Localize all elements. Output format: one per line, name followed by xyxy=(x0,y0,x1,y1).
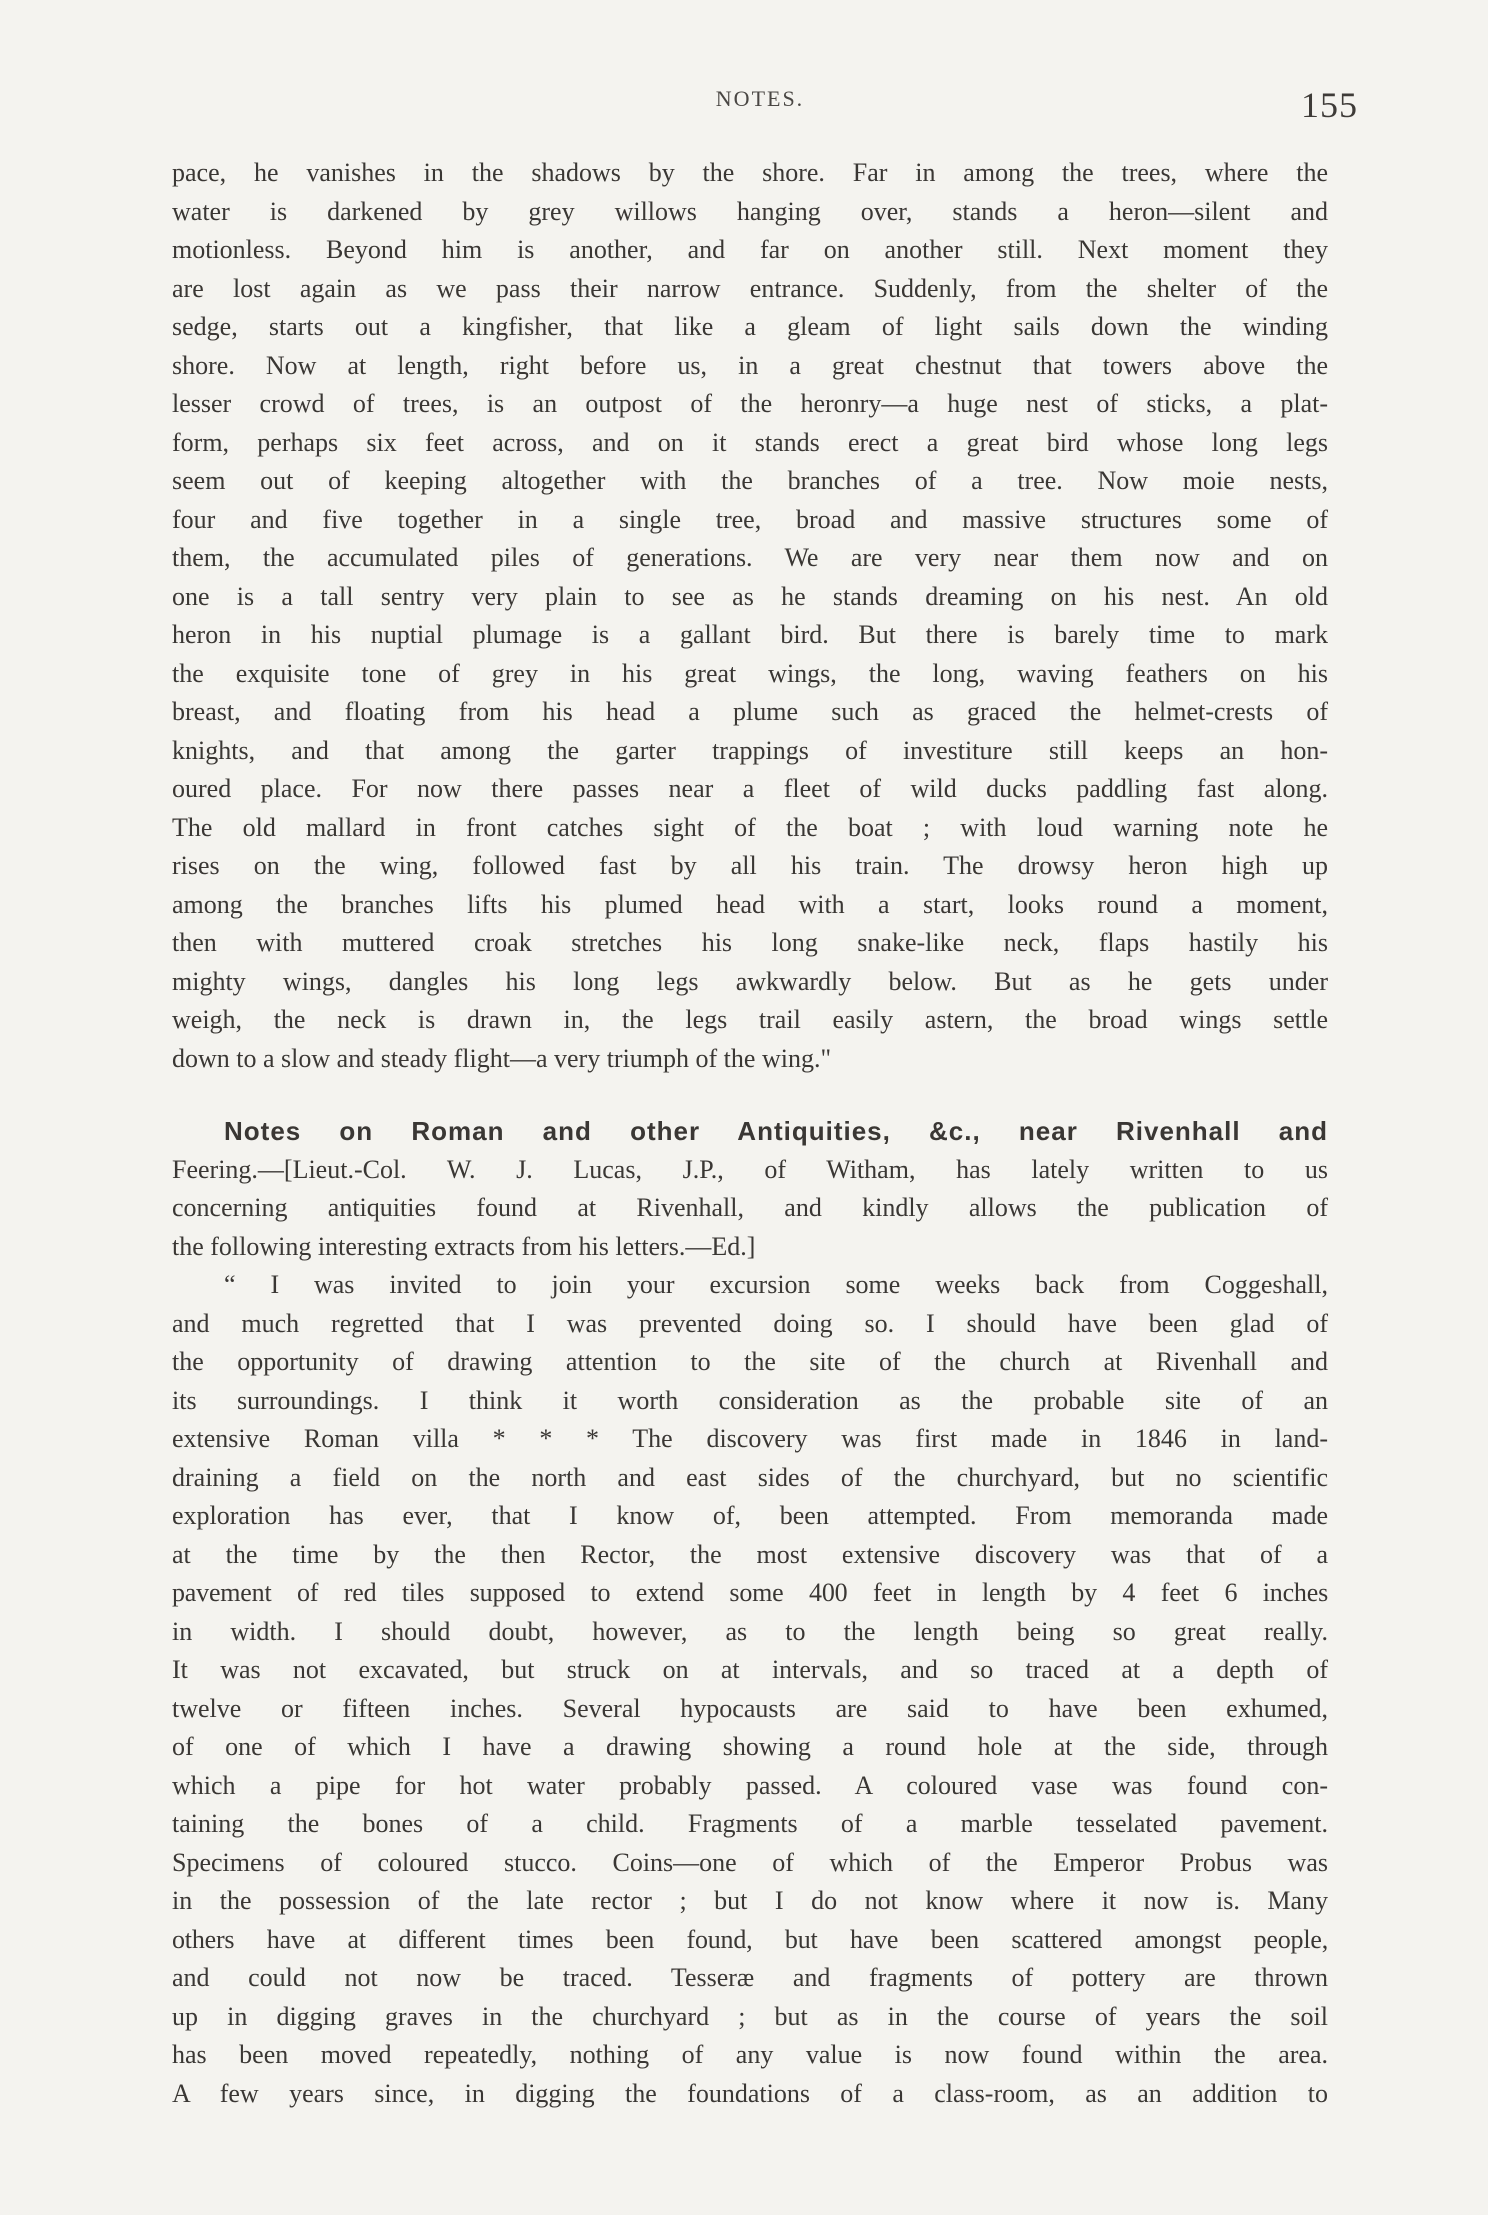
text-line: water is darkened by grey willows hanging over, stands a heron—silent and xyxy=(172,196,1328,226)
text-line: form, perhaps six feet across, and on it stands erect a great bird whose long legs xyxy=(172,427,1328,457)
text-line: draining a field on the north and east sides of the churchyard, but no scientific xyxy=(172,1462,1328,1492)
text-line: The old mallard in front catches sight of the boat ; with loud warning note he xyxy=(172,812,1328,842)
text-line: the opportunity of drawing attention to the site of the church at Rivenhall and xyxy=(172,1347,1328,1376)
text-line: its surroundings. I think it worth consideration as the probable site of an xyxy=(172,1385,1328,1415)
text-line: sedge, starts out a kingfisher, that like a gleam of light sails down the winding xyxy=(172,312,1328,341)
text-line: which a pipe for hot water probably passed. A coloured vase was found con- xyxy=(172,1770,1328,1800)
text-line: motionless. Beyond him is another, and far on another still. Next moment they xyxy=(172,235,1328,264)
text-line: pace, he vanishes in the shadows by the shore. Far in among the trees, where the xyxy=(172,158,1328,187)
section-heading-continued: Feering. xyxy=(172,1154,258,1184)
text-line: them, the accumulated piles of generations. We are very near them now and on xyxy=(172,543,1328,572)
text-line: mighty wings, dangles his long legs awkwardly below. But as he gets under xyxy=(172,966,1328,996)
text-line: pavement of red tiles supposed to extend some 400 feet in length by 4 feet 6 inches xyxy=(172,1578,1328,1607)
text-line: down to a slow and steady flight—a very triumph of the wing." xyxy=(172,1043,832,1073)
text-line: one is a tall sentry very plain to see as he stands dreaming on his nest. An old xyxy=(172,581,1328,611)
paragraph-heron xyxy=(172,154,1328,1078)
section-gap xyxy=(172,1078,1328,1112)
text-line: “ I was invited to join your excursion some weeks back from Coggeshall, xyxy=(224,1270,1328,1299)
text-line: others have at different times been found, but have been scattered amongst people, xyxy=(172,1924,1328,1954)
text-line: the exquisite tone of grey in his great wings, the long, waving feathers on his xyxy=(172,658,1328,688)
text-line: the following interesting extracts from his letters.—Ed.] xyxy=(172,1231,756,1261)
section-roman-antiquities xyxy=(172,1112,1328,2113)
text-line: rises on the wing, followed fast by all his train. The drowsy heron high up xyxy=(172,851,1328,880)
text-line: oured place. For now there passes near a fleet of wild ducks paddling fast along. xyxy=(172,774,1328,803)
text-line: A few years since, in digging the foundations of a class-room, as an addition to xyxy=(172,2078,1328,2108)
running-head xyxy=(0,84,1488,124)
text-line: heron in his nuptial plumage is a gallant bird. But there is barely time to mark xyxy=(172,620,1328,649)
running-head-title: NOTES. xyxy=(715,86,805,111)
text-line: lesser crowd of trees, is an outpost of the heronry—a huge nest of sticks, a plat- xyxy=(172,389,1328,418)
page-number: 155 xyxy=(1301,85,1358,125)
body-text xyxy=(172,154,1328,2113)
section-heading: Notes on Roman and other Antiquities, &c., near Rivenhall and xyxy=(224,1116,1328,1146)
text-line: up in digging graves in the churchyard ; but as in the course of years the soil xyxy=(172,2001,1328,2031)
text-line: among the branches lifts his plumed head with a start, looks round a moment, xyxy=(172,889,1328,919)
text-line: of one of which I have a drawing showing a round hole at the side, through xyxy=(172,1732,1328,1761)
text-line: breast, and floating from his head a plume such as graced the helmet-crests of xyxy=(172,697,1328,726)
text-line: twelve or fifteen inches. Several hypocausts are said to have been exhumed, xyxy=(172,1693,1328,1723)
text-line: in the possession of the late rector ; but I do not know where it now is. Many xyxy=(172,1886,1328,1915)
text-line: and could not now be traced. Tesseræ and fragments of pottery are thrown xyxy=(172,1963,1328,1992)
text-line: weigh, the neck is drawn in, the legs trail easily astern, the broad wings settle xyxy=(172,1005,1328,1034)
text-line: taining the bones of a child. Fragments of a marble tesselated pavement. xyxy=(172,1809,1328,1838)
text-line: Specimens of coloured stucco. Coins—one of which of the Emperor Probus was xyxy=(172,1847,1328,1877)
text-line: and much regretted that I was prevented doing so. I should have been glad of xyxy=(172,1308,1328,1338)
text-line: seem out of keeping altogether with the branches of a tree. Now moie nests, xyxy=(172,466,1328,495)
text-line: exploration has ever, that I know of, been attempted. From memoranda made xyxy=(172,1501,1328,1530)
text-line: are lost again as we pass their narrow entrance. Suddenly, from the shelter of the xyxy=(172,273,1328,303)
text-line: extensive Roman villa * * * The discovery was first made in 1846 in land- xyxy=(172,1424,1328,1453)
text-line: It was not excavated, but struck on at intervals, and so traced at a depth of xyxy=(172,1655,1328,1684)
text-line: shore. Now at length, right before us, in a great chestnut that towers above the xyxy=(172,350,1328,380)
text-line: in width. I should doubt, however, as to the length being so great really. xyxy=(172,1616,1328,1646)
text-line: knights, and that among the garter trappings of investiture still keeps an hon- xyxy=(172,735,1328,765)
section-intro-text: —[Lieut.-Col. W. J. Lucas, J.P., of Witham, has lately written to us xyxy=(257,1154,1328,1184)
text-line: concerning antiquities found at Rivenhall, and kindly allows the publication of xyxy=(172,1193,1328,1222)
section-heading-line xyxy=(172,1112,1328,1151)
text-line: four and five together in a single tree, broad and massive structures some of xyxy=(172,504,1328,534)
text-line: has been moved repeatedly, nothing of any value is now found within the area. xyxy=(172,2040,1328,2069)
section-heading-line xyxy=(172,1151,1328,1190)
text-line: at the time by the then Rector, the most extensive discovery was that of a xyxy=(172,1539,1328,1569)
text-line: then with muttered croak stretches his long snake-like neck, flaps hastily his xyxy=(172,928,1328,957)
